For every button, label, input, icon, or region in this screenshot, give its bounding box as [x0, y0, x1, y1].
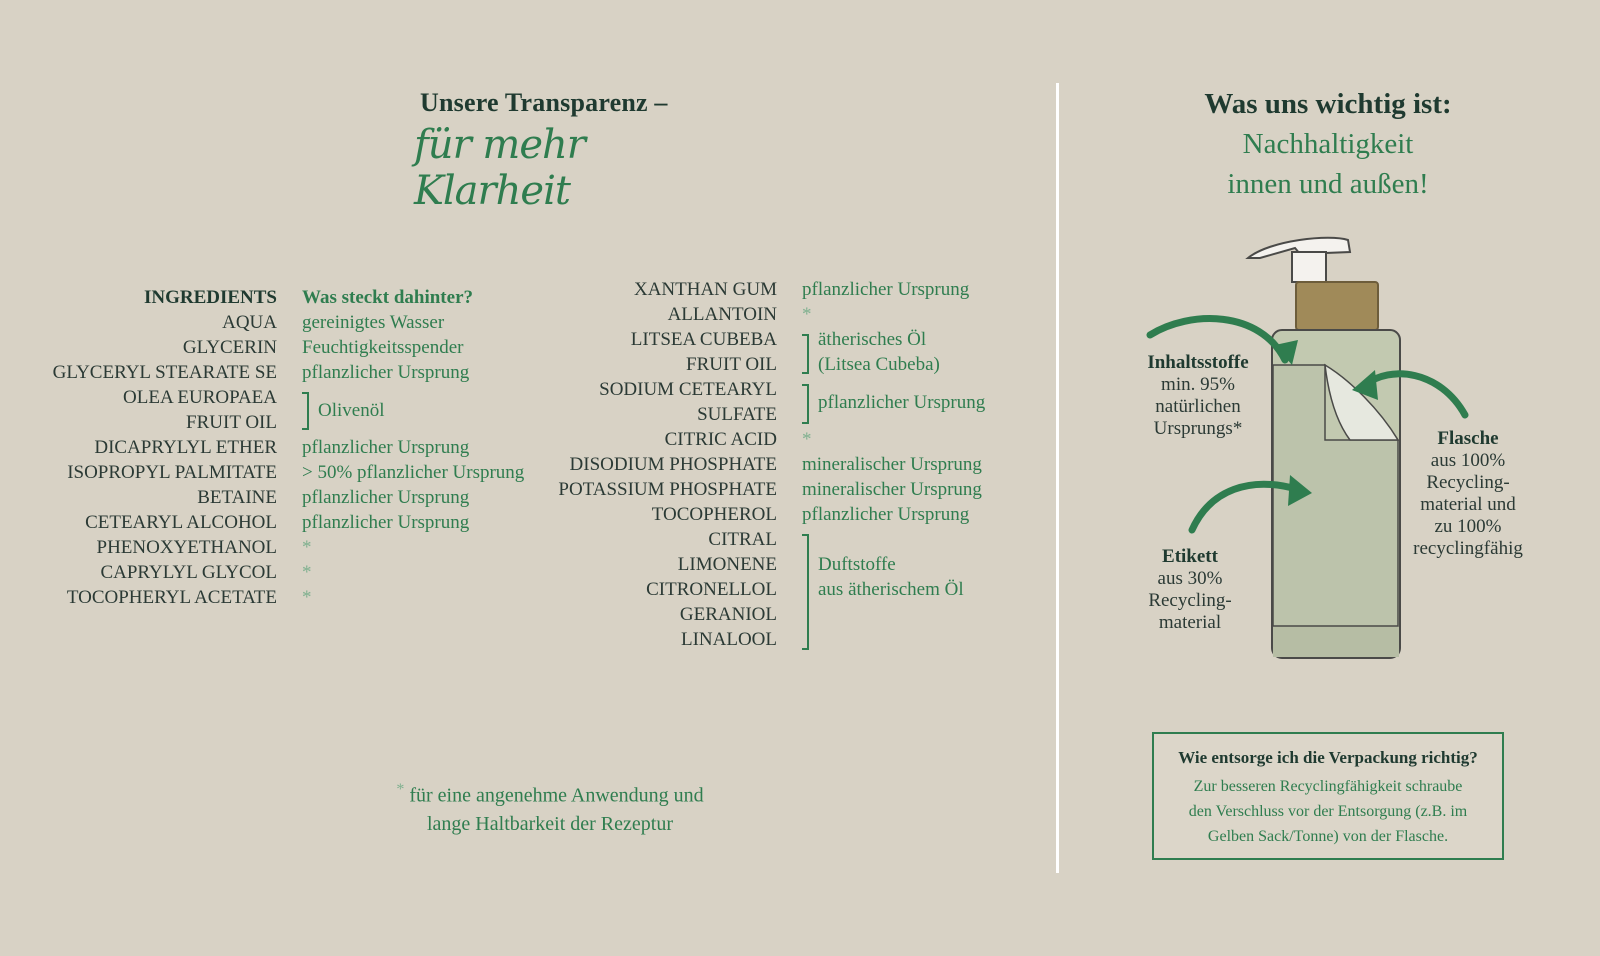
asterisk-mark: *	[802, 429, 812, 450]
ingredient-desc: mineralischer Ursprung	[802, 454, 982, 475]
script-subtitle: für mehr Klarheit	[414, 122, 585, 214]
page-title: Unsere Transparenz –	[420, 88, 668, 117]
ingredient-name: GLYCERYL STEARATE SE	[52, 362, 277, 383]
callout-line: min. 95%	[1161, 374, 1235, 395]
callout-title: Flasche	[1437, 428, 1499, 449]
sustainability-title: Was uns wichtig ist:	[1204, 88, 1452, 120]
ingredient-desc: pflanzlicher Ursprung	[302, 437, 470, 458]
asterisk-mark: *	[396, 781, 405, 798]
ingredient-name: CITRIC ACID	[664, 429, 777, 450]
ingredient-desc: > 50% pflanzlicher Ursprung	[302, 462, 525, 483]
callout-title: Inhaltsstoffe	[1147, 352, 1249, 373]
ingredient-name: POTASSIUM PHOSPHATE	[558, 479, 777, 500]
asterisk-mark: *	[302, 537, 312, 558]
ingredients-header: INGREDIENTS	[143, 287, 277, 308]
ingredient-desc: (Litsea Cubeba)	[818, 354, 940, 375]
pump-stem-icon	[1292, 252, 1326, 282]
asterisk-mark: *	[302, 562, 312, 583]
info-title: Wie entsorge ich die Verpackung richtig?	[1178, 748, 1478, 767]
callout-line: Recycling-	[1426, 472, 1510, 493]
info-line: Gelben Sack/Tonne) von der Flasche.	[1207, 828, 1449, 845]
callout-line: Ursprungs*	[1153, 418, 1243, 439]
ingredient-name: LIMONENE	[677, 554, 777, 575]
ingredient-name: OLEA EUROPAEA	[123, 387, 277, 408]
ingredient-name: CITRONELLOL	[646, 579, 777, 600]
ingredient-name: LINALOOL	[680, 629, 777, 650]
asterisk-mark: *	[802, 304, 812, 325]
bottle-cap-icon	[1296, 282, 1378, 330]
ingredient-name: CAPRYLYL GLYCOL	[100, 562, 277, 583]
ingredient-desc: pflanzlicher Ursprung	[818, 392, 986, 413]
bracket-line	[802, 334, 809, 374]
info-line: den Verschluss vor der Entsorgung (z.B. im	[1188, 803, 1468, 820]
sustainability-subtitle: innen und außen!	[1227, 168, 1429, 200]
label-callout	[1120, 546, 1260, 634]
ingredients-callout	[1128, 352, 1268, 440]
callout-line: recyclingfähig	[1413, 538, 1523, 559]
ingredient-desc: Olivenöl	[318, 400, 385, 421]
ingredient-name: CETEARYL ALCOHOL	[85, 512, 277, 533]
meaning-header: Was steckt dahinter?	[302, 287, 473, 308]
callout-line: material und	[1420, 494, 1516, 515]
ingredient-name: AQUA	[222, 312, 277, 333]
ingredient-name: ISOPROPYL PALMITATE	[67, 462, 277, 483]
callout-line: zu 100%	[1434, 516, 1502, 537]
ingredient-name: SULFATE	[697, 404, 777, 425]
ingredient-desc: pflanzlicher Ursprung	[302, 362, 470, 383]
ingredient-name: GLYCERIN	[182, 337, 277, 358]
ingredient-desc: pflanzlicher Ursprung	[302, 487, 470, 508]
footnote	[360, 776, 740, 838]
ingredient-desc: Feuchtigkeitsspender	[302, 337, 464, 358]
ingredient-name: FRUIT OIL	[686, 354, 777, 375]
sustainability-subtitle: Nachhaltigkeit	[1242, 128, 1414, 160]
bracket-line	[302, 392, 309, 430]
ingredient-name: ALLANTOIN	[667, 304, 777, 325]
ingredient-desc: aus ätherischem Öl	[818, 579, 964, 600]
callout-title: Etikett	[1162, 546, 1218, 567]
ingredient-name: SODIUM CETEARYL	[599, 379, 777, 400]
ingredient-name: PHENOXYETHANOL	[96, 537, 277, 558]
asterisk-mark: *	[302, 587, 312, 608]
ingredient-desc: pflanzlicher Ursprung	[302, 512, 470, 533]
info-text	[1154, 774, 1502, 849]
bottle-bottom-icon	[1273, 626, 1399, 657]
bracket-line	[802, 534, 809, 650]
footnote-line: lange Haltbarkeit der Rezeptur	[427, 812, 673, 835]
footnote-line: für eine angenehme Anwendung und	[409, 784, 704, 807]
ingredient-name: FRUIT OIL	[186, 412, 277, 433]
disposal-info-box	[1152, 732, 1504, 860]
ingredient-name: TOCOPHEROL	[651, 504, 777, 525]
ingredient-name: XANTHAN GUM	[633, 279, 777, 300]
divider	[1056, 83, 1059, 873]
info-line: Zur besseren Recyclingfähigkeit schraube	[1193, 778, 1463, 795]
bracket-line	[802, 384, 809, 424]
ingredient-name: LITSEA CUBEBA	[630, 329, 777, 350]
callout-line: Recycling-	[1148, 590, 1232, 611]
ingredient-name: BETAINE	[197, 487, 277, 508]
ingredient-desc: pflanzlicher Ursprung	[802, 279, 970, 300]
ingredient-name: CITRAL	[708, 529, 777, 550]
ingredient-desc: ätherisches Öl	[818, 329, 927, 350]
ingredient-name: DISODIUM PHOSPHATE	[569, 454, 777, 475]
ingredient-desc: gereinigtes Wasser	[302, 312, 445, 333]
ingredient-desc: pflanzlicher Ursprung	[802, 504, 970, 525]
ingredient-name: GERANIOL	[679, 604, 777, 625]
ingredient-name: TOCOPHERYL ACETATE	[66, 587, 277, 608]
callout-line: aus 100%	[1430, 450, 1506, 471]
ingredient-name: DICAPRYLYL ETHER	[94, 437, 277, 458]
callout-line: material	[1158, 612, 1222, 633]
bottle-callout	[1398, 428, 1538, 560]
callout-line: natürlichen	[1155, 396, 1241, 417]
ingredient-desc: mineralischer Ursprung	[802, 479, 982, 500]
callout-line: aus 30%	[1157, 568, 1223, 589]
ingredient-desc: Duftstoffe	[818, 554, 896, 575]
